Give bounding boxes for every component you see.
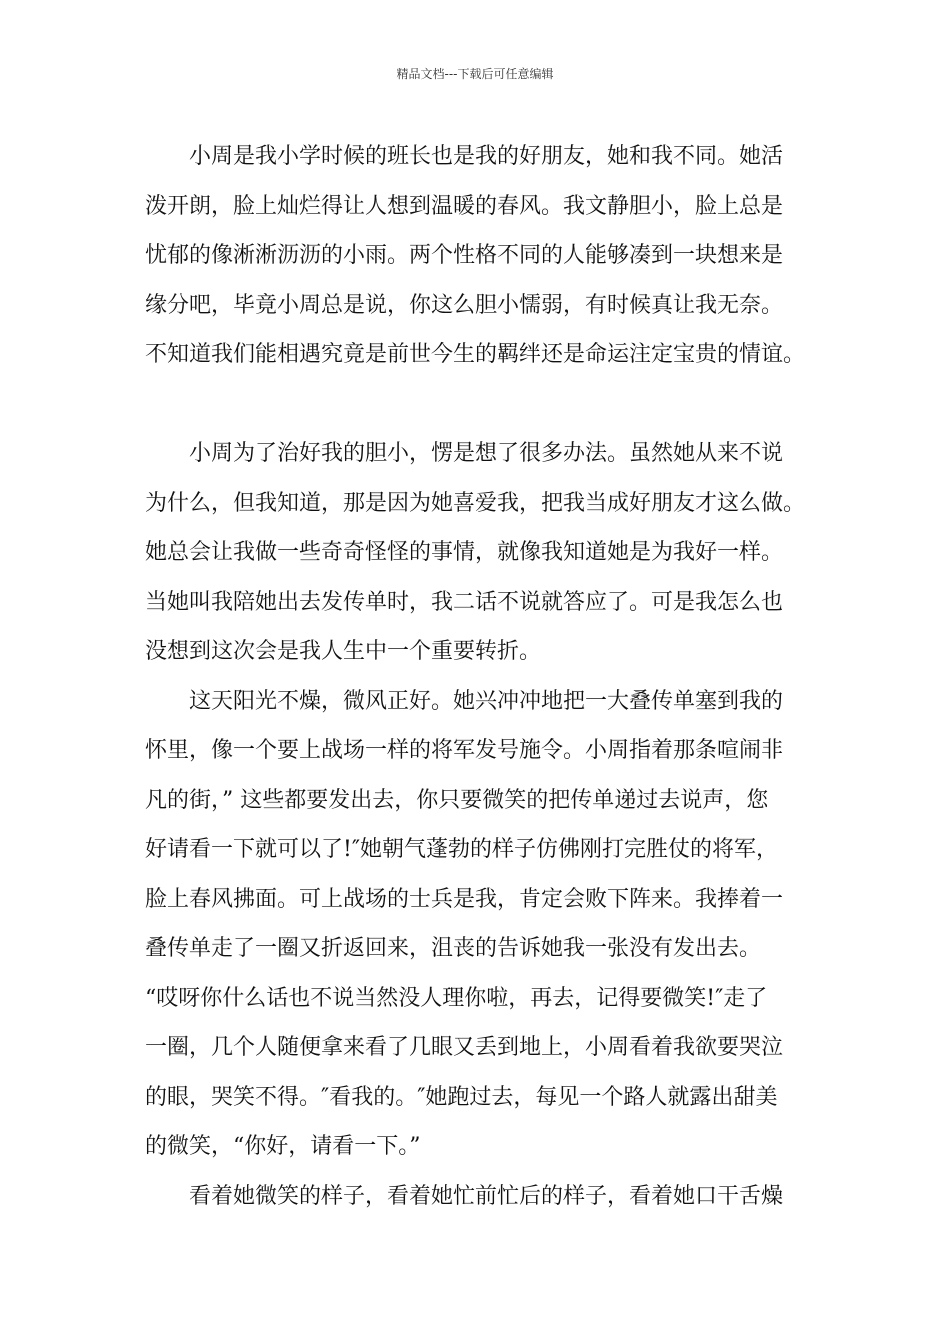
- paragraph-line: “哎呀你什么话也不说当然没人理你啦，再去，记得要微笑!″走了: [145, 985, 768, 1011]
- paragraph-1: [145, 132, 815, 380]
- paragraph-line: 好请看一下就可以了!″她朝气蓬勃的样子仿佛刚打完胜仗的将军，: [145, 837, 779, 862]
- paragraph-line: 不知道我们能相遇究竟是前世今生的羁绊还是命运注定宝贵的情谊。: [145, 342, 806, 367]
- paragraph-line: 脸上春风拂面。可上战场的士兵是我，肯定会败下阵来。我捧着一: [145, 886, 784, 912]
- paragraph-line: 看着她微笑的样子，看着她忙前忙后的样子，看着她口干舌燥: [189, 1183, 784, 1209]
- document-body: [145, 132, 815, 1221]
- paragraph-line: 的微笑，“你好，请看一下。”: [145, 1134, 421, 1159]
- paragraph-line: 缘分吧，毕竟小周总是说，你这么胆小懦弱，有时候真让我无奈。: [145, 292, 784, 318]
- paragraph-line: 小周是我小学时候的班长也是我的好朋友，她和我不同。她活: [189, 144, 784, 169]
- paragraph-line: 她总会让我做一些奇奇怪怪的事情，就像我知道她是为我好一样。: [145, 540, 784, 565]
- paragraph-line: 忧郁的像淅淅沥沥的小雨。两个性格不同的人能够凑到一块想来是: [145, 243, 784, 268]
- paragraph-line: 怀里，像一个要上战场一样的将军发号施令。小周指着那条喧闹非: [145, 738, 784, 763]
- paragraph-line: 泼开朗，脸上灿烂得让人想到温暖的春风。我文静胆小，脸上总是: [145, 193, 784, 219]
- page-header: 精品文档---下载后可任意编辑: [396, 67, 554, 81]
- paragraph-line: 叠传单走了一圈又折返回来，沮丧的告诉她我一张没有发出去。: [145, 936, 762, 961]
- paragraph-line: 一圈，几个人随便拿来看了几眼又丢到地上，小周看着我欲要哭泣: [145, 1035, 784, 1060]
- paragraph-4: [145, 1172, 815, 1222]
- paragraph-2: [145, 429, 815, 677]
- paragraph-line: 凡的街，” 这些都要发出去，你只要微笑的把传单递过去说声，您: [145, 787, 769, 813]
- paragraph-line: 这天阳光不燥，微风正好。她兴冲冲地把一大叠传单塞到我的: [189, 688, 784, 714]
- paragraph-line: 小周为了治好我的胆小，愣是想了很多办法。虽然她从来不说: [189, 441, 784, 466]
- paragraph-line: 的眼，哭笑不得。″看我的。″她跑过去，每见一个路人就露出甜美: [145, 1084, 778, 1110]
- paragraph-line: 为什么，但我知道，那是因为她喜爱我，把我当成好朋友才这么做。: [145, 490, 806, 516]
- paragraph-line: 当她叫我陪她出去发传单时，我二话不说就答应了。可是我怎么也: [145, 589, 784, 615]
- paragraph-line: 没想到这次会是我人生中一个重要转折。: [145, 639, 542, 664]
- paragraph-3: [145, 677, 815, 1172]
